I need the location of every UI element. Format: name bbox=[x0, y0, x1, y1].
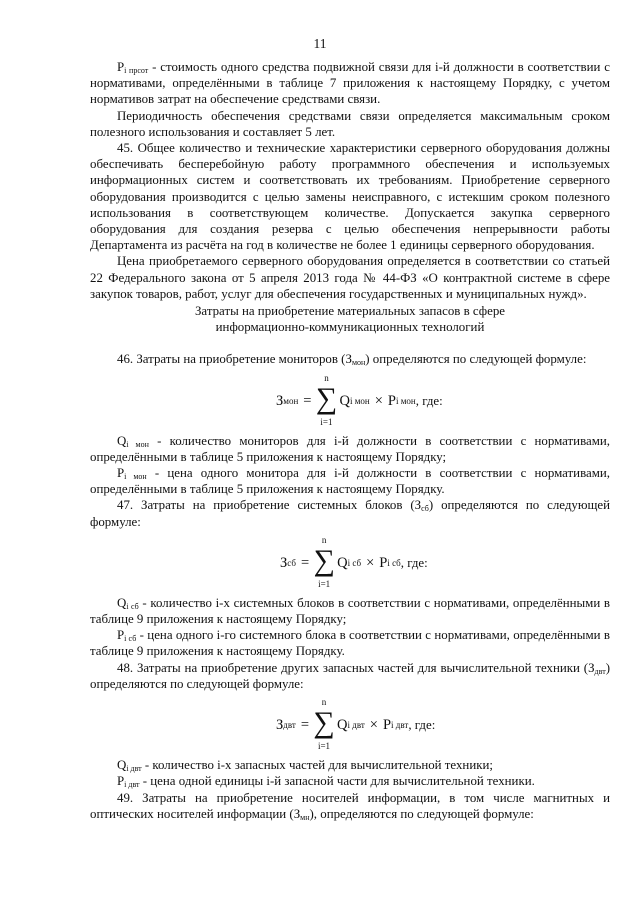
paragraph-periodicity: Периодичность обеспечения средствами связи определяется максимальным сроком полезного использования и составляет 5 лет. bbox=[90, 108, 610, 139]
formula-monitors bbox=[90, 374, 610, 428]
sum-operator bbox=[315, 374, 337, 428]
text: 46. Затраты на приобретение мониторов (З bbox=[117, 352, 352, 367]
formula-p-subscript: i мон bbox=[395, 395, 416, 406]
formula-spare-parts bbox=[90, 698, 610, 752]
formula-q-subscript: i двт bbox=[347, 719, 365, 730]
symbol: P bbox=[117, 774, 125, 789]
sum-upper-limit: n bbox=[321, 697, 327, 708]
times-sign: × bbox=[369, 716, 378, 733]
formula-q-subscript: i сб bbox=[347, 557, 362, 568]
formula-lhs-subscript: двт bbox=[283, 719, 296, 730]
sum-lower-limit: i=1 bbox=[318, 578, 331, 589]
subscript: мн bbox=[300, 812, 310, 822]
page-number: 11 bbox=[313, 36, 327, 51]
definition-q-spare-parts bbox=[90, 757, 610, 773]
formula-system-blocks bbox=[90, 536, 610, 590]
text: ) определяются по следующей формуле: bbox=[365, 352, 587, 367]
definition-text: - стоимость одного средства подвижной связи для i-й должности в соответствии с нормативами, определёнными в таблице 7 приложения к настоящему Порядку, с учетом нормативов затрат на обеспечение средствами связи. bbox=[90, 60, 610, 107]
definition-text: - количество мониторов для i-й должности в соответствии с нормативами, определёнными в таблице 5 приложения к настоящему Порядку; bbox=[90, 433, 610, 464]
definition-text: - цена одной единицы i-й запасной части для вычислительной техники. bbox=[139, 774, 535, 789]
definition-p-system-blocks bbox=[90, 627, 610, 659]
definition-q-system-blocks bbox=[90, 595, 610, 627]
symbol-subscript: i мон bbox=[126, 439, 149, 449]
symbol: P bbox=[117, 466, 125, 481]
formula-lhs: З bbox=[276, 392, 284, 409]
paragraph-49 bbox=[90, 790, 610, 822]
subscript: двт bbox=[594, 666, 606, 676]
sum-lower-limit: i=1 bbox=[317, 741, 331, 752]
equals-sign: = bbox=[300, 554, 310, 571]
formula-lhs: З bbox=[280, 554, 288, 571]
heading-line-2: информационно-коммуникационных технологий bbox=[215, 320, 485, 335]
subscript: сб bbox=[421, 504, 429, 514]
sigma-icon: ∑ bbox=[315, 381, 338, 415]
formula-q-subscript: i мон bbox=[349, 395, 370, 406]
symbol-subscript: i сб bbox=[126, 601, 139, 611]
equals-sign: = bbox=[300, 716, 309, 733]
symbol: Q bbox=[117, 595, 127, 610]
paragraph-46 bbox=[90, 351, 610, 367]
sum-upper-limit: n bbox=[321, 534, 327, 545]
text: 48. Затраты на приобретение других запасных частей для вычислительной техники (З bbox=[117, 660, 595, 675]
definition-text: - цена одного монитора для i-й должности в соответствии с нормативами, определёнными в таблице 5 приложения к настоящему Порядку. bbox=[90, 466, 610, 497]
symbol: P bbox=[117, 60, 125, 74]
paragraph-48 bbox=[90, 660, 610, 692]
definition-p-spare-parts bbox=[90, 773, 610, 789]
symbol: Q bbox=[117, 433, 127, 448]
equals-sign: = bbox=[303, 392, 312, 409]
sum-operator bbox=[313, 698, 335, 752]
formula-q: Q bbox=[337, 716, 348, 733]
section-heading bbox=[90, 303, 610, 335]
paragraph-45: 45. Общее количество и технические характеристики серверного оборудования должны обеспечивать бесперебойную работу программного обеспечения и используемых информационных систем и соответствовать их требованиям. Приобретение серверного оборудования производится с целью замены неисправного, с истекшим сроком полезного использования в соответствующем количестве. Допускается закупка серверного оборудования для создания резерва с целью обеспечения непрерывности работы Департамента из расчёта на год в количестве не более 1 единицы серверного оборудования. bbox=[90, 141, 610, 253]
paragraph-server-price: Цена приобретаемого серверного оборудования определяется в соответствии со статьей 22 Федерального закона от 5 апреля 2013 года № 44-ФЗ «О контрактной системе в сфере закупок товаров, работ, услуг для обеспечения государственных и муниципальных нужд». bbox=[90, 254, 610, 301]
definition-text: - количество i-х системных блоков в соответствии с нормативами, определёнными в таблице 9 приложения к настоящему Порядку; bbox=[90, 595, 610, 627]
symbol-subscript: i двт bbox=[126, 764, 142, 774]
symbol-subscript: i прсот bbox=[124, 66, 149, 75]
symbol-subscript: i сб bbox=[124, 634, 137, 644]
subscript: мон bbox=[351, 358, 366, 368]
definition-text: - количество i-х запасных частей для вычислительной техники; bbox=[141, 758, 493, 773]
formula-lhs-subscript: мон bbox=[283, 395, 299, 406]
sigma-icon: ∑ bbox=[313, 706, 335, 740]
text: ) определяются по следующей формуле: bbox=[90, 660, 610, 691]
sigma-icon: ∑ bbox=[313, 543, 335, 577]
formula-q: Q bbox=[339, 392, 350, 409]
definition-p-monitors bbox=[90, 465, 610, 497]
formula-lhs-subscript: сб bbox=[287, 557, 296, 568]
symbol-subscript: i мон bbox=[124, 472, 147, 482]
definition-q-monitors bbox=[90, 433, 610, 465]
formula-p: P bbox=[379, 554, 388, 571]
text: 47. Затраты на приобретение системных блоков (З bbox=[117, 498, 422, 513]
heading-line-1: Затраты на приобретение материальных запасов в сфере bbox=[194, 304, 506, 319]
paragraph-47 bbox=[90, 497, 610, 529]
paragraph-psot-definition bbox=[90, 59, 610, 108]
definition-text: - цена одного i-го системного блока в соответствии с нормативами, определёнными в таблице 9 приложения к настоящему Порядку. bbox=[90, 628, 610, 659]
formula-tail: , где: bbox=[400, 555, 428, 570]
formula-lhs: З bbox=[276, 716, 284, 733]
symbol: P bbox=[117, 628, 125, 643]
text: ), определяются по следующей формуле: bbox=[309, 806, 534, 821]
formula-p-subscript: i сб bbox=[387, 557, 401, 568]
sum-upper-limit: n bbox=[324, 372, 329, 383]
text: 49. Затраты на приобретение носителей информации, в том числе магнитных и оптических носителей информации (З bbox=[90, 790, 610, 821]
document-body bbox=[90, 59, 610, 822]
formula-p-subscript: i двт bbox=[391, 719, 409, 730]
sum-lower-limit: i=1 bbox=[320, 416, 333, 427]
formula-p: P bbox=[382, 716, 392, 733]
formula-tail: , где: bbox=[415, 393, 443, 408]
symbol: Q bbox=[117, 758, 127, 773]
text: ) определяются по следующей формуле: bbox=[90, 498, 611, 529]
times-sign: × bbox=[374, 392, 383, 409]
times-sign: × bbox=[366, 554, 375, 571]
symbol-subscript: i двт bbox=[124, 780, 140, 790]
formula-tail: , где: bbox=[408, 717, 436, 732]
sum-operator bbox=[313, 536, 335, 590]
formula-p: P bbox=[387, 392, 396, 409]
formula-q: Q bbox=[337, 554, 348, 571]
